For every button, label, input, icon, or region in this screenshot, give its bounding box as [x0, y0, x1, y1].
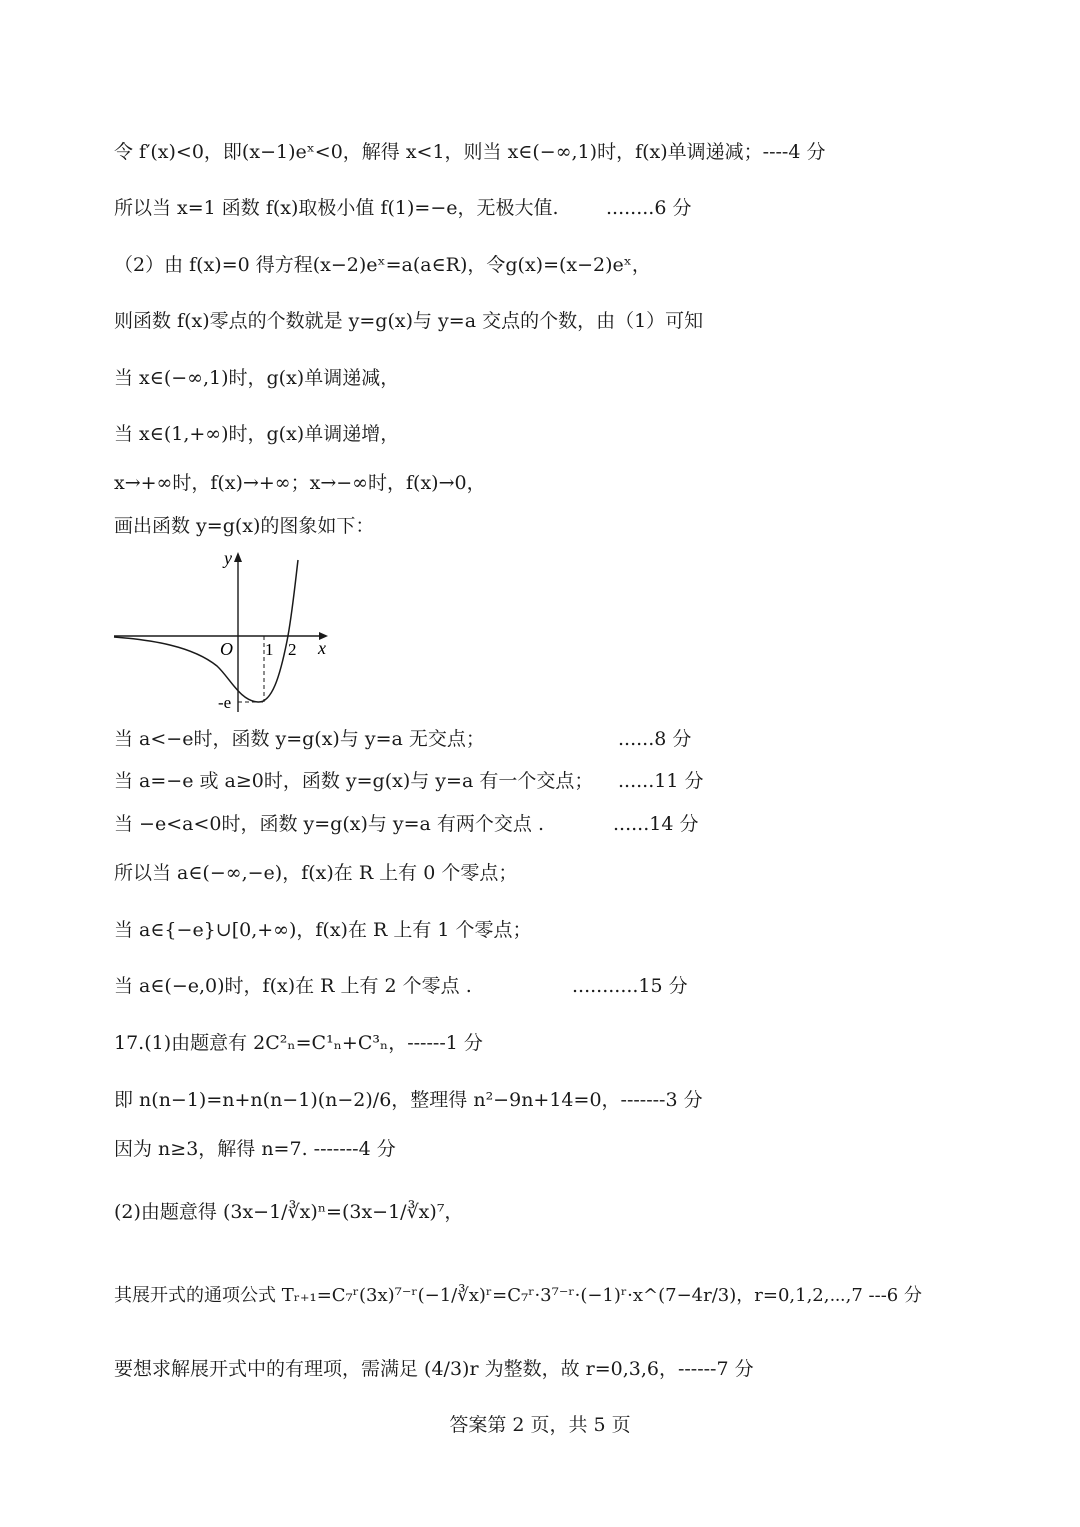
score-8: ......8 分	[618, 728, 692, 750]
line-9: 当 a<−e时，函数 y=g(x)与 y=a 无交点；	[114, 728, 485, 750]
line-6: 当 x∈(1,+∞)时，g(x)单调递增，	[114, 423, 400, 445]
score-6: ........6 分	[606, 197, 692, 219]
line-8: 画出函数 y=g(x)的图象如下：	[114, 515, 375, 537]
x-label: x	[318, 638, 326, 658]
line-2: 所以当 x=1 函数 f(x)取极小值 f(1)=−e，无极大值.	[114, 197, 559, 219]
tick-2: 2	[288, 640, 297, 659]
origin-label: O	[220, 639, 233, 659]
page-footer: 答案第 2 页，共 5 页	[449, 1414, 631, 1436]
line-13: 当 a∈{−e}∪[0,+∞)，f(x)在 R 上有 1 个零点；	[114, 919, 532, 941]
curve	[114, 560, 298, 702]
line-12: 所以当 a∈(−∞,−e)，f(x)在 R 上有 0 个零点；	[114, 862, 518, 884]
line-1: 令 f′(x)<0，即(x−1)eˣ<0，解得 x<1，则当 x∈(−∞,1)时，f(x)单调递减；----4 分	[114, 141, 826, 163]
line-7: x→+∞时，f(x)→+∞；x→−∞时，f(x)→0，	[114, 472, 486, 494]
min-label: -e	[218, 693, 232, 712]
score-15: ...........15 分	[572, 975, 688, 997]
line-18: (2)由题意得 (3x−1/∛x)ⁿ=(3x−1/∛x)⁷，	[114, 1201, 464, 1223]
line-4: 则函数 f(x)零点的个数就是 y=g(x)与 y=a 交点的个数，由（1）可知	[114, 310, 704, 332]
function-graph	[112, 546, 334, 716]
y-axis-arrow	[234, 552, 242, 562]
line-10: 当 a=−e 或 a≥0时，函数 y=g(x)与 y=a 有一个交点；	[114, 770, 594, 792]
line-11: 当 −e<a<0时，函数 y=g(x)与 y=a 有两个交点 .	[114, 813, 544, 835]
tick-1: 1	[265, 640, 274, 659]
score-14: ......14 分	[613, 813, 699, 835]
line-14: 当 a∈(−e,0)时，f(x)在 R 上有 2 个零点 .	[114, 975, 472, 997]
line-19: 其展开式的通项公式 Tᵣ₊₁=C₇ʳ(3x)⁷⁻ʳ(−1/∛x)ʳ=C₇ʳ·3⁷⁻ʳ·(−1)ʳ·x^(7−4r/3)，r=0,1,2,⋯,7 ---6 分	[114, 1285, 922, 1306]
line-15: 17.(1)由题意有 2C²ₙ=C¹ₙ+C³ₙ，------1 分	[114, 1032, 483, 1054]
line-3: （2）由 f(x)=0 得方程(x−2)eˣ=a(a∈R)，令g(x)=(x−2)eˣ，	[114, 254, 651, 276]
y-label: y	[224, 548, 232, 568]
line-17: 因为 n≥3，解得 n=7. -------4 分	[114, 1138, 396, 1160]
line-5: 当 x∈(−∞,1)时，g(x)单调递减，	[114, 367, 400, 389]
line-16: 即 n(n−1)=n+n(n−1)(n−2)/6，整理得 n²−9n+14=0，-------3 分	[114, 1089, 703, 1111]
line-20: 要想求解展开式中的有理项，需满足 (4/3)r 为整数，故 r=0,3,6，------7 分	[114, 1358, 754, 1380]
score-11: ......11 分	[618, 770, 704, 792]
